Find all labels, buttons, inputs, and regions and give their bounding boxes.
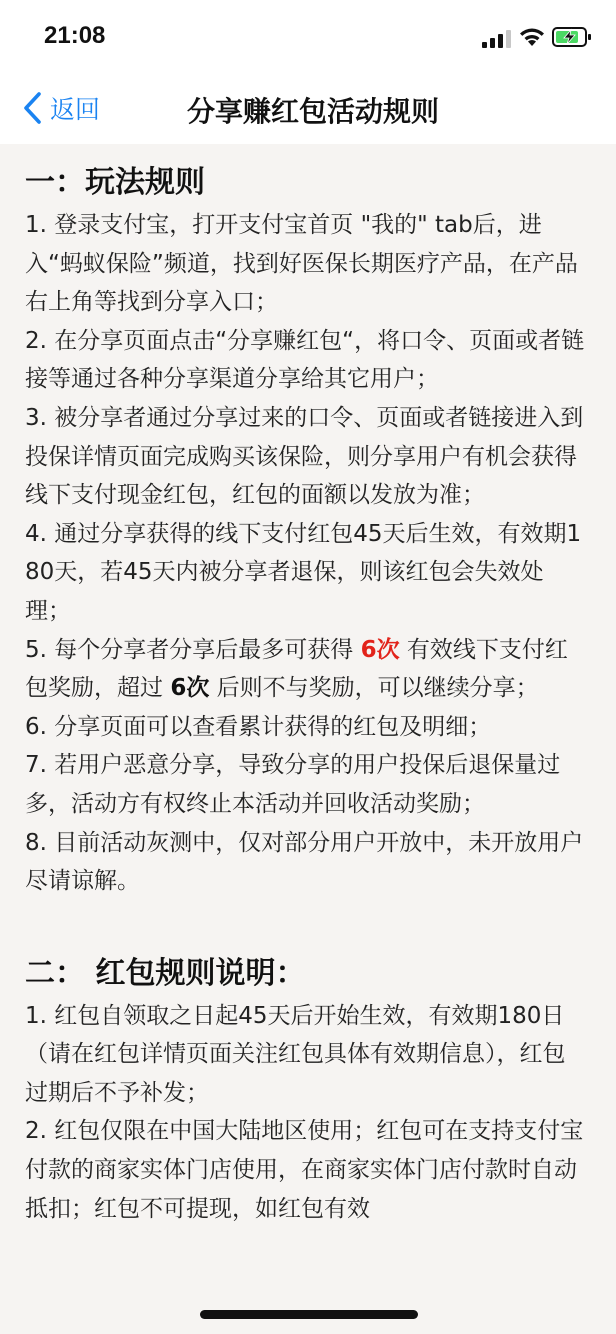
rule-item: 7. 若用户恶意分享，导致分享的用户投保后退保量过多，活动方有权终止本活动并回收活动奖励； (25, 752, 561, 817)
rule-item-reward-limit (25, 631, 585, 708)
highlight-count: 6次 (170, 675, 210, 702)
rule-item: 3. 被分享者通过分享过来的口令、页面或者链接进入到投保详情页面完成购买该保险，则分享用户有机会获得线下支付现金红包，红包的面额以发放为准； (25, 404, 584, 509)
section-heading-gameplay: 一：玩法规则 (25, 165, 205, 200)
rule-item: 8. 目前活动灰测中，仅对部分用户开放中，未开放用户尽请谅解。 (25, 829, 584, 895)
status-bar (0, 0, 616, 74)
navigation-bar (0, 74, 616, 144)
rule-text: 后则不与奖励，可以继续分享； (209, 675, 539, 702)
rule-text: 有效线下支付红包奖励，超过 (25, 636, 568, 702)
rule-item: 2. 红包仅限在中国大陆地区使用；红包可在支持支付宝付款的商家实体门店使用，在商家实体门店付款时自动抵扣；红包不可提现，如红包有效 (25, 1118, 584, 1222)
cellular-signal-icon (482, 30, 512, 48)
rule-item: 6. 分享页面可以查看累计获得的红包及明细； (25, 713, 492, 740)
page-title: 分享赚红包活动规则 (186, 95, 439, 128)
back-label: 返回 (50, 96, 101, 124)
battery-charging-icon (552, 26, 592, 48)
rules-content[interactable] (0, 144, 616, 1334)
rule-text: 5. 每个分享者分享后最多可获得 (25, 636, 361, 663)
highlight-count: 6次 (360, 636, 400, 663)
status-time: 21:08 (44, 22, 106, 49)
section-heading-redpacket: 二： 红包规则说明： (25, 955, 306, 991)
text-selection-bar (200, 1310, 418, 1319)
rule-item: 2. 在分享页面点击“分享赚红包“，将口令、页面或者链接等通过各种分享渠道分享给其它用户； (25, 327, 585, 393)
wifi-icon (518, 26, 546, 48)
rule-item: 1. 红包自领取之日起45天后开始生效，有效期180日（请在红包详情页面关注红包具体有效期信息），红包过期后不予补发； (25, 1002, 566, 1106)
rule-item: 4. 通过分享获得的线下支付红包45天后生效，有效期180天，若45天内被分享者退保，则该红包会失效处理； (25, 520, 582, 624)
rule-item: 1. 登录支付宝，打开支付宝首页 "我的" tab后，进入“蚂蚁保险”频道，找到好医保长期医疗产品，在产品右上角等找到分享入口； (25, 212, 578, 316)
